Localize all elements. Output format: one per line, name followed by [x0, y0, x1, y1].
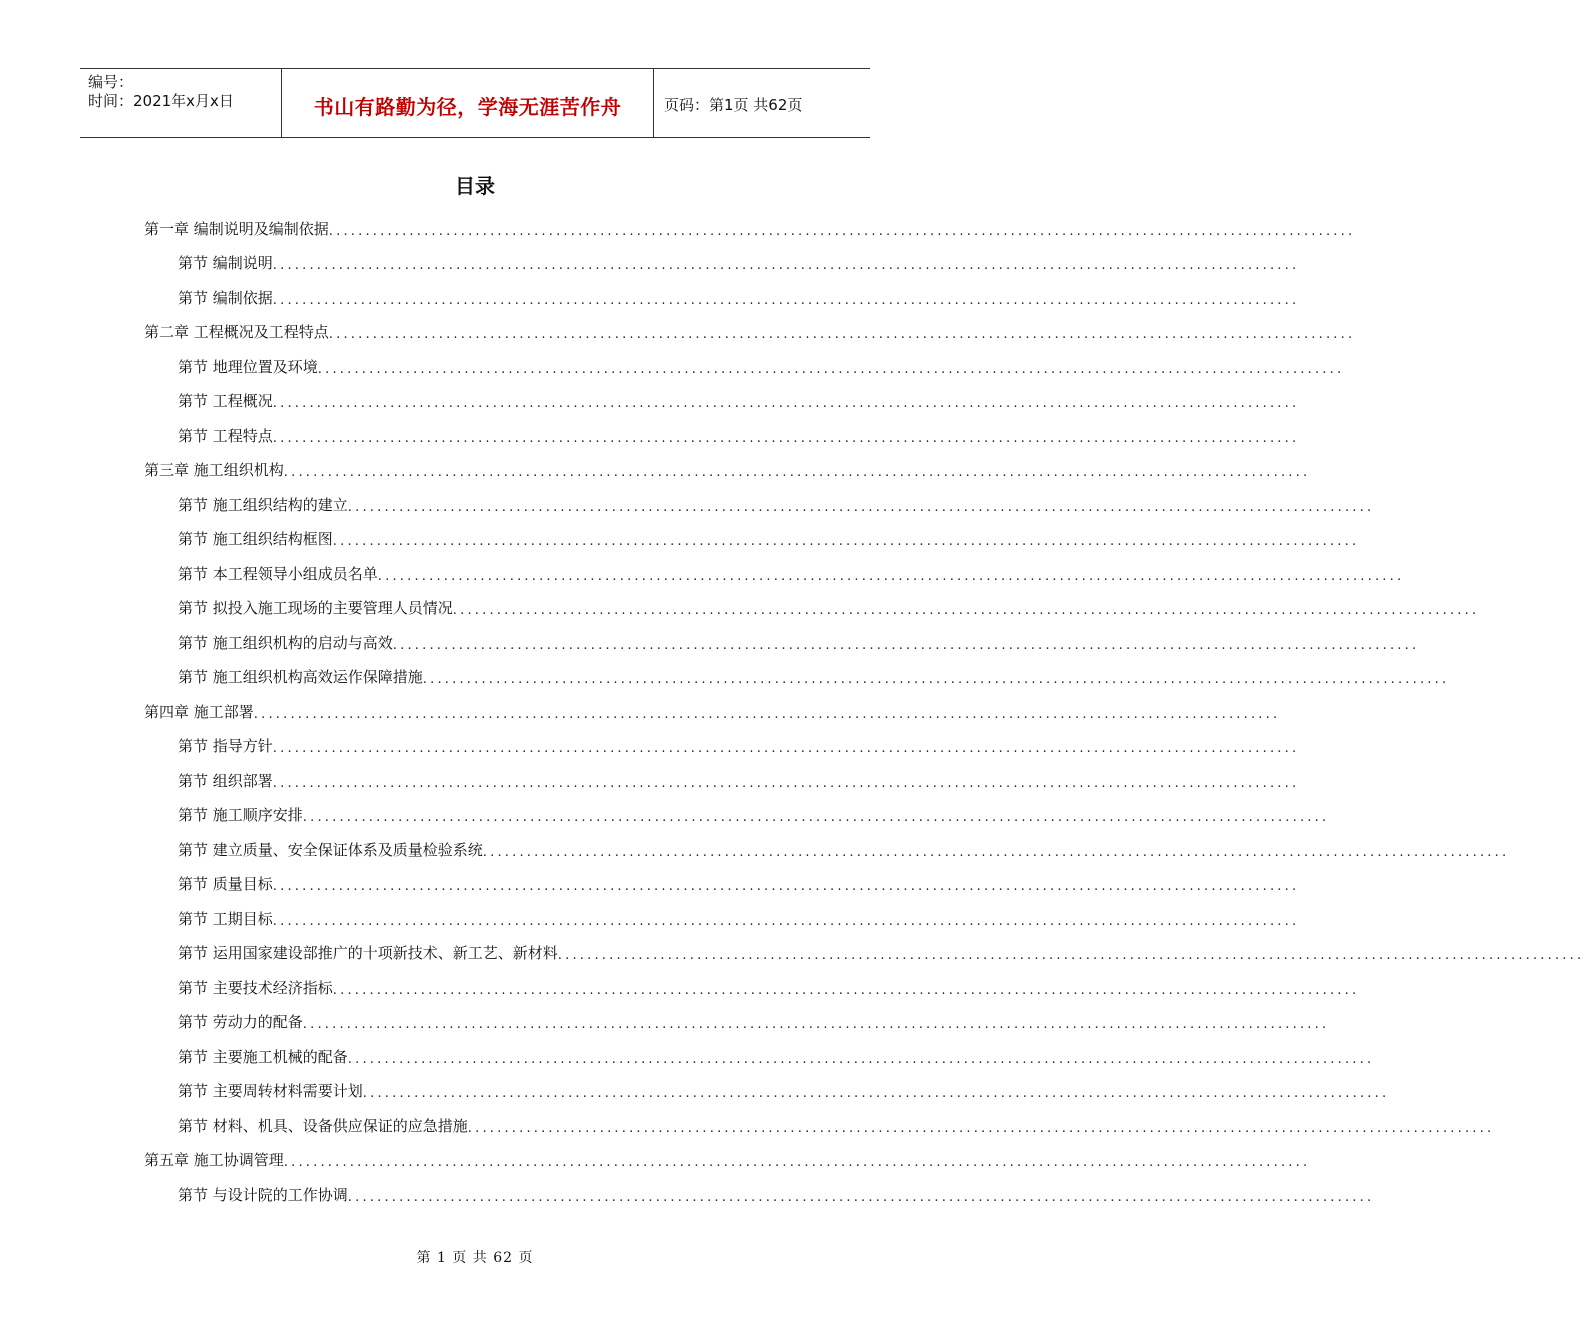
- toc-section-entry[interactable]: [144, 860, 1300, 895]
- toc-entry-label: 第节 本工程领导小组成员名单: [178, 564, 378, 583]
- toc-entry-label: 第节 主要周转材料需要计划: [178, 1082, 363, 1100]
- toc-dot-leader: ............................................................................................................................................: [328, 327, 1356, 342]
- toc-dot-leader: ............................................................................................................................................: [302, 810, 1330, 825]
- toc-dot-leader: ............................................................................................................................................: [332, 534, 1360, 549]
- toc-entry-label: 第节 建立质量、安全保证体系及质量检验系统: [178, 840, 483, 859]
- toc-section-entry[interactable]: [144, 756, 1300, 791]
- document-number-label: 编号：: [88, 73, 134, 91]
- toc-section-entry[interactable]: [144, 791, 1330, 826]
- header-info-cell: [80, 69, 282, 137]
- toc-entry-label: 第节 工程概况: [178, 392, 273, 410]
- toc-section-entry[interactable]: [144, 411, 1300, 446]
- toc-section-entry[interactable]: [144, 584, 1480, 619]
- toc-entry-label: 第二章 工程概况及工程特点: [144, 323, 329, 341]
- toc-entry-label: 第节 拟投入施工现场的主要管理人员情况: [178, 599, 453, 617]
- page-header: [80, 68, 870, 138]
- toc-section-entry[interactable]: [144, 1067, 1390, 1102]
- toc-dot-leader: ............................................................................................................................................: [283, 465, 1311, 480]
- table-of-contents: [144, 204, 1584, 1205]
- toc-dot-leader: ............................................................................................................................................: [302, 1017, 1330, 1032]
- toc-entry-label: 第节 编制说明: [178, 254, 273, 272]
- toc-section-entry[interactable]: [144, 549, 1405, 584]
- toc-section-entry[interactable]: [144, 722, 1300, 757]
- toc-dot-leader: ............................................................................................................................................: [482, 844, 1510, 860]
- toc-entry-label: 第一章 编制说明及编制依据: [144, 219, 329, 238]
- header-motto: 书山有路勤为径，学海无涯苦作舟: [282, 69, 654, 137]
- toc-dot-leader: ............................................................................................................................................: [272, 741, 1300, 756]
- toc-dot-leader: ............................................................................................................................................: [347, 1189, 1375, 1205]
- toc-entry-label: 第节 施工组织结构框图: [178, 530, 333, 548]
- toc-section-entry[interactable]: [144, 618, 1420, 653]
- toc-entry-label: 第节 编制依据: [178, 288, 273, 307]
- toc-dot-leader: ............................................................................................................................................: [272, 775, 1300, 791]
- toc-chapter-entry[interactable]: [144, 446, 1311, 481]
- toc-section-entry[interactable]: [144, 239, 1300, 274]
- toc-entry-label: 第节 与设计院的工作协调: [178, 1185, 348, 1204]
- toc-dot-leader: ............................................................................................................................................: [557, 948, 1584, 963]
- toc-dot-leader: ............................................................................................................................................: [272, 292, 1300, 308]
- toc-chapter-entry[interactable]: [144, 1136, 1311, 1171]
- toc-section-entry[interactable]: [144, 894, 1300, 929]
- toc-section-entry[interactable]: [144, 1170, 1375, 1205]
- toc-entry-label: 第四章 施工部署: [144, 702, 254, 721]
- toc-chapter-entry[interactable]: [144, 204, 1356, 239]
- toc-entry-label: 第节 质量目标: [178, 875, 273, 893]
- toc-section-entry[interactable]: [144, 515, 1360, 550]
- toc-entry-label: 第节 工程特点: [178, 426, 273, 445]
- toc-section-entry[interactable]: [144, 963, 1360, 998]
- toc-entry-label: 第五章 施工协调管理: [144, 1151, 284, 1169]
- toc-chapter-entry[interactable]: [144, 687, 1281, 722]
- toc-section-entry[interactable]: [144, 825, 1510, 860]
- toc-title: 目录: [455, 174, 495, 198]
- toc-entry-label: 第节 组织部署: [178, 771, 273, 790]
- toc-entry-label: 第节 施工顺序安排: [178, 806, 303, 824]
- toc-dot-leader: ............................................................................................................................................: [392, 637, 1420, 653]
- toc-entry-label: 第节 运用国家建设部推广的十项新技术、新工艺、新材料: [178, 944, 558, 962]
- toc-dot-leader: ............................................................................................................................................: [272, 913, 1300, 929]
- toc-dot-leader: ............................................................................................................................................: [272, 430, 1300, 446]
- toc-dot-leader: ............................................................................................................................................: [317, 361, 1345, 377]
- toc-entry-label: 第节 劳动力的配备: [178, 1013, 303, 1031]
- toc-dot-leader: ............................................................................................................................................: [283, 1155, 1311, 1170]
- toc-entry-label: 第节 地理位置及环境: [178, 357, 318, 376]
- toc-dot-leader: ............................................................................................................................................: [467, 1120, 1495, 1136]
- toc-section-entry[interactable]: [144, 377, 1300, 412]
- toc-dot-leader: ............................................................................................................................................: [452, 603, 1480, 618]
- toc-entry-label: 第节 施工组织机构的启动与高效: [178, 633, 393, 652]
- header-page-number: 页码：第1页 共62页: [664, 95, 803, 114]
- toc-dot-leader: ............................................................................................................................................: [332, 982, 1360, 998]
- toc-dot-leader: ............................................................................................................................................: [347, 1051, 1375, 1067]
- toc-entry-label: 第节 主要施工机械的配备: [178, 1047, 348, 1066]
- toc-dot-leader: ............................................................................................................................................: [253, 706, 1281, 722]
- toc-dot-leader: ............................................................................................................................................: [362, 1086, 1390, 1101]
- toc-section-entry[interactable]: [144, 1101, 1495, 1136]
- toc-entry-label: 第节 指导方针: [178, 737, 273, 755]
- toc-chapter-entry[interactable]: [144, 308, 1356, 343]
- toc-section-entry[interactable]: [144, 273, 1300, 308]
- toc-dot-leader: ............................................................................................................................................: [272, 879, 1300, 894]
- toc-dot-leader: ............................................................................................................................................: [422, 672, 1450, 687]
- toc-dot-leader: ............................................................................................................................................: [328, 223, 1356, 239]
- toc-section-entry[interactable]: [144, 653, 1450, 688]
- toc-section-entry[interactable]: [144, 342, 1345, 377]
- toc-section-entry[interactable]: [144, 480, 1375, 515]
- toc-dot-leader: ............................................................................................................................................: [347, 499, 1375, 515]
- toc-dot-leader: ............................................................................................................................................: [272, 396, 1300, 411]
- toc-dot-leader: ............................................................................................................................................: [377, 568, 1405, 584]
- toc-entry-label: 第三章 施工组织机构: [144, 461, 284, 479]
- toc-entry-label: 第节 施工组织机构高效运作保障措施: [178, 668, 423, 686]
- toc-entry-label: 第节 材料、机具、设备供应保证的应急措施: [178, 1116, 468, 1135]
- toc-section-entry[interactable]: [144, 1032, 1375, 1067]
- toc-section-entry[interactable]: [144, 998, 1330, 1033]
- page-footer: 第 1 页 共 62 页: [416, 1250, 534, 1266]
- toc-section-entry[interactable]: [144, 929, 1584, 964]
- toc-entry-label: 第节 工期目标: [178, 909, 273, 928]
- toc-entry-label: 第节 主要技术经济指标: [178, 978, 333, 997]
- document-date-label: 时间：2021年x月x日: [88, 92, 234, 110]
- toc-dot-leader: ............................................................................................................................................: [272, 258, 1300, 273]
- toc-entry-label: 第节 施工组织结构的建立: [178, 495, 348, 514]
